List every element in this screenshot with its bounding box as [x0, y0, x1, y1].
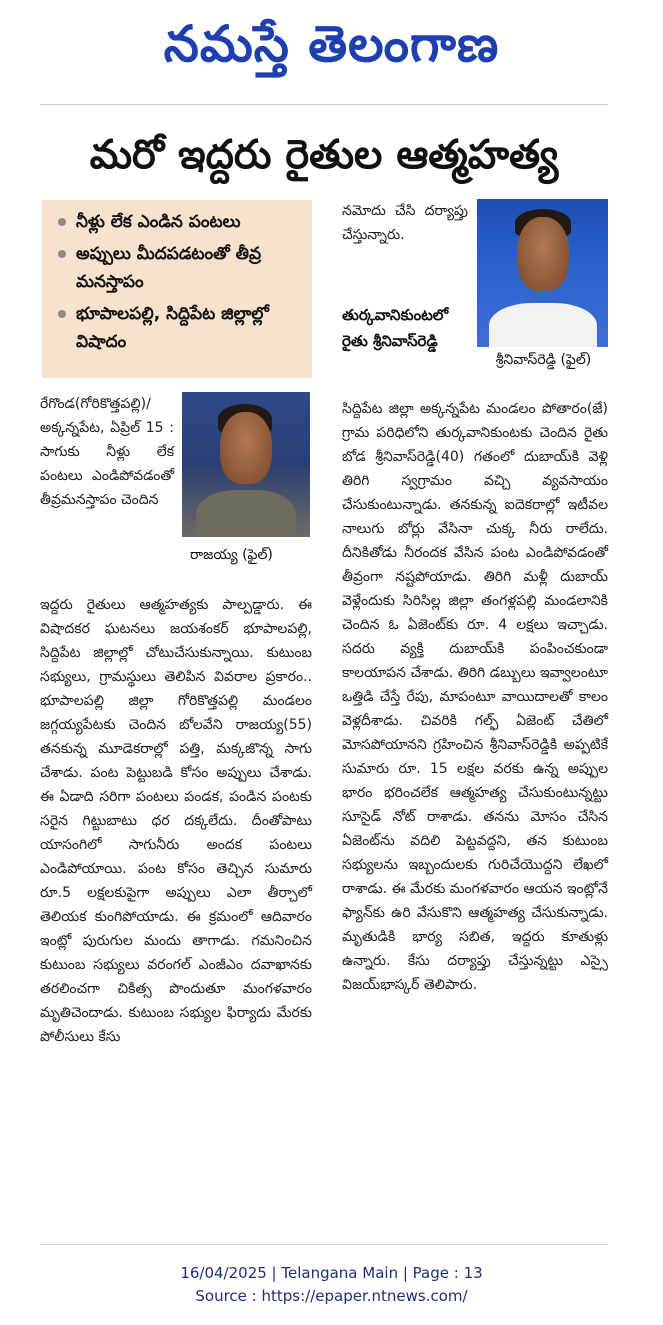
footer: [0, 1262, 663, 1308]
bullet-icon: [58, 218, 66, 226]
highlight-item: [56, 240, 302, 296]
bottom-divider: [40, 1244, 608, 1245]
bullet-icon: [58, 250, 66, 258]
highlight-text: అప్పులు మీదపడటంతో తీవ్ర మనస్తాపం: [76, 244, 262, 292]
photo-srinivas-reddy: [477, 199, 608, 347]
article1-body: ఇద్దరు రైతులు ఆత్మహత్యకు పాల్పడ్డారు. ఈ విషాదకర ఘటనలు జయశంకర్ భూపాలపల్లి, సిద్దిపేట జిల్లాల్లో చోటుచేసుకున్నాయి. కుటుంబ సభ్యులు, గ్రామస్థులు తెలిపిన వివరాల ప్రకారం.. భూపాలపల్లి జిల్లా గోరికొత్తపల్లి మండలం జగ్గయ్యపేటకు చెందిన బోలవేని రాజయ్య(55) తనకున్న మూడెకరాల్లో పత్తి, మక్కజొన్న సాగు చేశాడు. పంట పెట్టుబడి కోసం అప్పులు చేశాడు. ఈ ఏడాది సరిగా పంటలు పండక, పండిన పంటకు సరైన గిట్టుబాటు ధర దక్కలేదు. దీంతోపాటు యాసంగిలో సాగునీరు అందక పంటలు ఎండిపోయాయి. పంట కోసం తెచ్చిన సుమారు రూ.5 లక్షలకుపైగా అప్పులు ఎలా తీర్చాలో తెలియక కుంగిపోయాడు. ఈ క్రమంలో ఆదివారం ఇంట్లో పురుగుల మందు తాగాడు. గమనించిన కుటుంబ సభ్యులు వరంగల్ ఎంజీఎం దవాఖానకు తరలించగా చికిత్స పొందుతూ మంగళవారం మృతిచెందాడు. కుటుంబ సభ్యుల ఫిర్యాదు మేరకు పోలీసులు కేసు: [40, 597, 312, 1045]
photo2-caption: శ్రీనివాస్‌రెడ్డి (ఫైల్): [478, 350, 609, 370]
highlight-item: [56, 300, 302, 356]
headline: మరో ఇద్దరు రైతుల ఆత్మహత్య: [89, 132, 559, 178]
top-divider: [40, 104, 608, 105]
highlight-text: భూపాలపల్లి, సిద్దిపేట జిల్లాల్లో విషాదం: [76, 304, 269, 352]
highlight-text: నీళ్లు లేక ఎండిన పంటలు: [76, 212, 241, 232]
article1-continuation: నమోదు చేసి దర్యాప్తు చేస్తున్నారు.: [342, 203, 468, 243]
article2-subhead: తుర్కవానికుంటలో రైతు శ్రీనివాస్‌రెడ్డి: [342, 306, 449, 350]
masthead-title: నమస్తే తెలంగాణ: [163, 15, 500, 73]
article1-lead: రేగొండ(గోరికొత్తపల్లి)/అక్కన్నపేట, ఏప్రిల్ 15 : సాగుకు నీళ్లు లేక పంటలు ఎండిపోవడంతో తీవ్రమనస్తాపం చెందిన: [40, 396, 174, 508]
photo1-caption: రాజయ్య (ఫైల్): [190, 545, 310, 565]
photo-rajaiah: [182, 392, 310, 537]
article2-body: సిద్దిపేట జిల్లా అక్కన్నపేట మండలం పోతారం(జే) గ్రామ పరిధిలోని తుర్కవానికుంటకు చెందిన రైతు బోడ శ్రీనివాస్‌రెడ్డి(40) గతంలో దుబాయ్‌కి వెళ్లి తిరిగి స్వగ్రామం వచ్చి వ్యవసాయం చేసుకుంటున్నాడు. తనకున్న ఐదెకరాల్లో ఇటీవల నాలుగు బోర్లు వేసినా చుక్క నీరు రాలేదు. దీనికితోడు నీరందక వేసిన పంట ఎండిపోవడంతో తీవ్రంగా నష్టపోయాడు. తిరిగి మళ్లీ దుబాయ్ వెళ్లేందుకు సిరిసిల్ల జిల్లా తంగళ్లపల్లి మండలానికి చెందిన ఓ ఏజెంట్‌కు రూ. 4 లక్షలు ఇచ్చాడు. సదరు వ్యక్తి దుబాయ్‌కి పంపించకుండా కాలయాపన చేశాడు. తిరిగి డబ్బులు ఇవ్వాలంటూ ఒత్తిడి చేస్తే రేపు, మాపంటూ వాయిదాలతో కాలం వెళ్లదీశాడు. చివరికి గల్ఫ్ ఏజెంట్ చేతిలో మోసపోయానని గ్రహించిన శ్రీనివాస్‌రెడ్డికి అప్పటికే సుమారు రూ. 15 లక్షల వరకు ఉన్న అప్పుల భారం భరించలేక ఆత్మహత్య చేసుకుంటున్నట్టు సూసైడ్ నోట్ రాశాడు. తనను మోసం చేసిన ఏజెంట్‌ను వదిలి పెట్టవద్దని, తన కుటుంబ సభ్యులను ఇబ్బందులకు గురిచేయొద్దని లేఖలో రాశాడు. ఈ మేరకు మంగళవారం ఆయన ఇంట్లోనే ఫ్యాన్‌కు ఉరి వేసుకొని ఆత్మహత్య చేసుకున్నాడు. మృతుడికి భార్య సబిత, ఇద్దరు కూతుళ్లు ఉన్నారు. కేసు దర్యాప్తు చేస్తున్నట్టు ఎస్సై విజయ్‌భాస్కర్ తెలిపారు.: [342, 401, 608, 993]
highlight-item: [56, 208, 302, 236]
footer-source: Source : https://epaper.ntnews.com/: [195, 1287, 468, 1305]
bullet-icon: [58, 310, 66, 318]
footer-date-edition-page: 16/04/2025 | Telangana Main | Page : 13: [180, 1264, 483, 1282]
masthead: [0, 0, 663, 92]
highlights-box: [42, 200, 312, 378]
